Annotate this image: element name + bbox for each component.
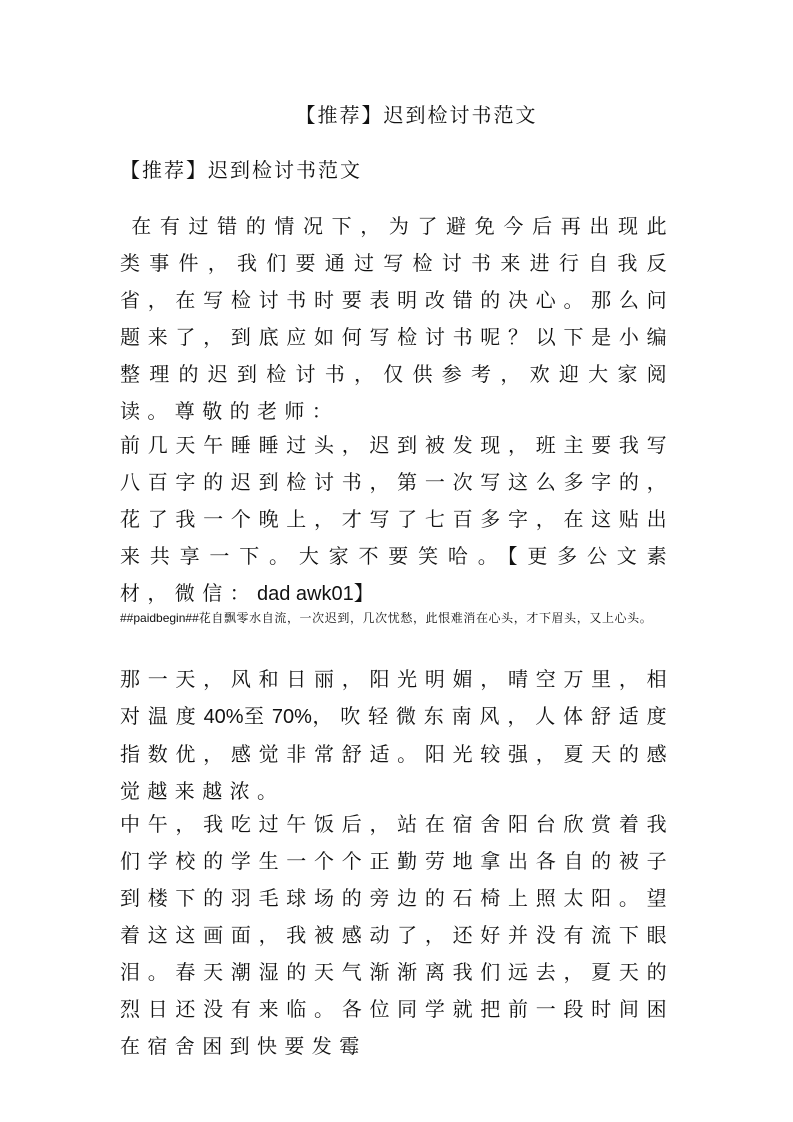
document-subtitle: 【推荐】迟到检讨书范文 xyxy=(120,158,362,182)
intro-paragraph xyxy=(120,208,674,430)
document-title: 【推荐】迟到检讨书范文 xyxy=(295,103,538,127)
paragraph-4: 中午，我吃过午饭后，站在宿舍阳台欣赏着我们学校的学生一个个正勤劳地拿出各自的被子到楼下的羽毛球场的旁边的石椅上照太阳。望着这这画面，我被感动了，还好并没有流下眼泪。春天潮湿的天气渐渐离我们远去，夏天的烈日还没有来临。各位同学就把前一段时间困在宿舍困到快要发霉 xyxy=(120,812,674,1058)
paragraph-3-part2: 至 xyxy=(243,704,272,728)
intro-text: 在有过错的情况下，为了避免今后再出现此类事件，我们要通过写检讨书来进行自我反省，在写检讨书时要表明改错的决心。那么问题来了，到底应如何写检讨书呢？以下是小编整理的迟到检讨书，仅供参考，欢迎大家阅读。尊敬的老师： xyxy=(120,214,674,423)
paid-text: 花自飘零水自流，一次迟到，几次忧愁，此恨难消在心头，才下眉头，又上心头。 xyxy=(198,611,653,625)
humidity-high-value: 70% xyxy=(271,706,312,728)
humidity-low-value: 40% xyxy=(203,706,244,728)
paragraph-2 xyxy=(120,427,674,613)
paragraph-3 xyxy=(120,661,674,810)
paid-marker: ##paidbegin## xyxy=(120,611,199,625)
paragraph-2-closing: 】 xyxy=(353,581,382,605)
paragraph-3-part1: 那一天，风和日丽，阳光明媚，晴空万里，相对温度 xyxy=(120,667,674,728)
paragraph-3-part3: ，吹轻微东南风，人体舒适度指数优，感觉非常舒适。阳光较强，夏天的感觉越来越浓。 xyxy=(120,704,675,803)
paid-block xyxy=(120,607,674,629)
paragraph-2-text: 前几天午睡睡过头，迟到被发现，班主要我写八百字的迟到检讨书，第一次写这么多字的，花了我一个晚上，才写了七百多字，在这贴出来共享一下。大家不要笑哈。【更多公文素材，微信： xyxy=(120,433,674,605)
wechat-id: dad awk01 xyxy=(257,583,354,605)
